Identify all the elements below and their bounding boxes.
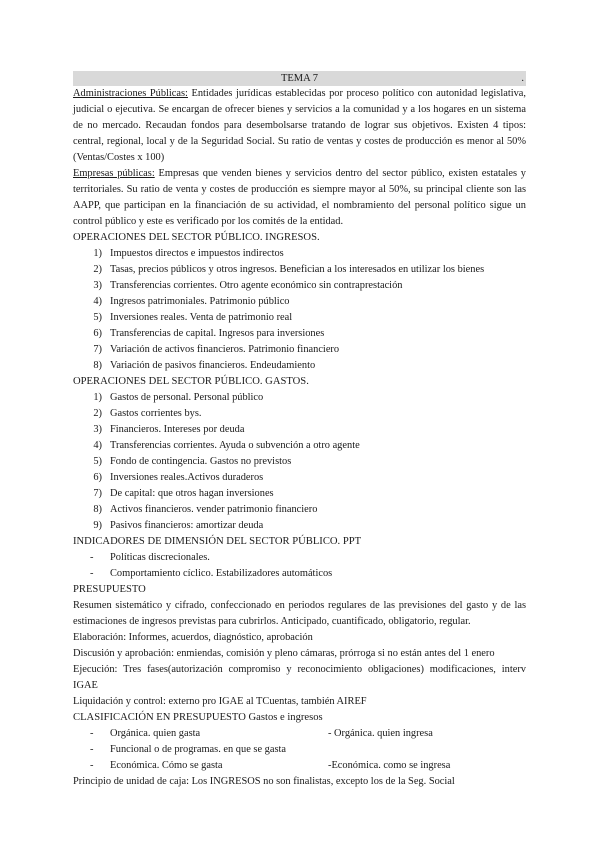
item-number: 1) <box>93 392 102 403</box>
page-title: TEMA 7 <box>280 73 319 84</box>
item-number: 5) <box>93 456 102 467</box>
document-content <box>73 71 526 790</box>
list-item <box>73 422 526 438</box>
clasificacion-list <box>73 726 526 774</box>
item-text: Impuestos directos e impuestos indirectos <box>110 248 284 259</box>
item-text: Políticas discrecionales. <box>110 552 210 563</box>
list-item <box>73 726 526 742</box>
list-item <box>73 486 526 502</box>
list-item <box>73 454 526 470</box>
item-number: 7) <box>93 488 102 499</box>
list-item <box>73 310 526 326</box>
item-text: De capital: que otros hagan inversiones <box>110 488 274 499</box>
item-text: Inversiones reales. Venta de patrimonio real <box>110 312 293 323</box>
list-item <box>73 326 526 342</box>
item-text: Transferencias de capital. Ingresos para inversiones <box>110 328 325 339</box>
ingresos-heading: OPERACIONES DEL SECTOR PÚBLICO. INGRESOS. <box>73 232 320 243</box>
list-item <box>73 262 526 278</box>
item-text: Variación de pasivos financieros. Endeudamiento <box>110 360 316 371</box>
liquidacion-line: Liquidación y control: externo pro IGAE al TCuentas, también AIREF <box>73 696 367 707</box>
administraciones-paragraph <box>73 86 526 166</box>
item-text: Gastos corrientes bys. <box>110 408 202 419</box>
item-dash: - <box>90 552 94 563</box>
presupuesto-heading: PRESUPUESTO <box>73 584 146 595</box>
item-dash: - <box>90 728 94 739</box>
title-bar <box>73 71 526 86</box>
clasificacion-sub: Gastos e ingresos <box>245 712 323 723</box>
title-dot: . <box>521 73 524 84</box>
indicadores-list <box>73 550 526 582</box>
item-number: 3) <box>93 280 102 291</box>
item-left: Económica. Cómo se gasta <box>110 760 223 771</box>
discusion-line: Discusión y aprobación: enmiendas, comisión y pleno cámaras, prórroga si no están antes del 1 enero <box>73 648 495 659</box>
item-text: Activos financieros. vender patrimonio financiero <box>110 504 318 515</box>
item-dash: - <box>90 744 94 755</box>
list-item <box>73 742 526 758</box>
list-item <box>73 550 526 566</box>
list-item <box>73 358 526 374</box>
item-text: Gastos de personal. Personal público <box>110 392 264 403</box>
administraciones-label: Administraciones Públicas: <box>73 88 188 99</box>
item-number: 6) <box>93 472 102 483</box>
item-number: 6) <box>93 328 102 339</box>
item-number: 4) <box>93 440 102 451</box>
list-item <box>73 390 526 406</box>
item-text: Pasivos financieros: amortizar deuda <box>110 520 264 531</box>
item-number: 3) <box>93 424 102 435</box>
item-right: -Económica. como se ingresa <box>328 760 451 771</box>
administraciones-text: Entidades jurídicas establecidas por proceso político con autonidad legislativa, judicial o ejecutiva. Se encargan de ofrecer bienes y servicios a la comunidad y a los hogares en un sistema de no mercado. Recaudan fondos para desembolsarse tratando de lograr sus objetivos. Existen 4 tipos: central, regional, local y de la Seguridad Social. Su ratio de ventas y costes de producción es menor al 50%(Ventas/Costes x 100) <box>73 88 526 163</box>
item-number: 1) <box>93 248 102 259</box>
item-number: 5) <box>93 312 102 323</box>
item-dash: - <box>90 568 94 579</box>
clasificacion-heading <box>73 710 526 726</box>
gastos-heading: OPERACIONES DEL SECTOR PÚBLICO. GASTOS. <box>73 376 309 387</box>
item-left: Funcional o de programas. en que se gasta <box>110 744 287 755</box>
empresas-paragraph <box>73 166 526 230</box>
item-number: 7) <box>93 344 102 355</box>
item-text: Transferencias corrientes. Ayuda o subvención a otro agente <box>110 440 360 451</box>
principio-line: Principio de unidad de caja: Los INGRESOS no son finalistas, excepto los de la Seg. Social <box>73 776 455 787</box>
gastos-list <box>73 390 526 534</box>
list-item <box>73 566 526 582</box>
list-item <box>73 406 526 422</box>
item-number: 8) <box>93 504 102 515</box>
item-number: 8) <box>93 360 102 371</box>
item-dash: - <box>90 760 94 771</box>
list-item <box>73 438 526 454</box>
indicadores-heading: INDICADORES DE DIMENSIÓN DEL SECTOR PÚBLICO. PPT <box>73 536 362 547</box>
item-text: Tasas, precios públicos y otros ingresos. Benefician a los interesados en utilizar los bienes <box>110 264 485 275</box>
empresas-text: Empresas que venden bienes y servicios dentro del sector público, existen estatales y territoriales. Su ratio de venta y costes de producción es siempre mayor al 50%, su principal cliente son las AAPP, que participan en la financiación de su actividad, el nombramiento del personal político sigue un control público y este es verificado por los comités de la entidad. <box>73 168 527 227</box>
empresas-label: Empresas públicas: <box>73 168 155 179</box>
list-item <box>73 278 526 294</box>
item-text: Inversiones reales.Activos duraderos <box>110 472 264 483</box>
item-left: Orgánica. quien gasta <box>110 728 201 739</box>
list-item <box>73 758 526 774</box>
clasificacion-title: CLASIFICACIÓN EN PRESUPUESTO <box>73 712 246 723</box>
list-item <box>73 470 526 486</box>
item-text: Transferencias corrientes. Otro agente económico sin contraprestación <box>110 280 403 291</box>
item-number: 4) <box>93 296 102 307</box>
ingresos-list <box>73 246 526 374</box>
item-number: 9) <box>93 520 102 531</box>
item-text: Comportamiento cíclico. Estabilizadores automáticos <box>110 568 333 579</box>
item-right: - Orgánica. quien ingresa <box>328 728 433 739</box>
list-item <box>73 518 526 534</box>
item-number: 2) <box>93 264 102 275</box>
list-item <box>73 502 526 518</box>
list-item <box>73 246 526 262</box>
item-text: Fondo de contingencia. Gastos no previstos <box>110 456 292 467</box>
item-number: 2) <box>93 408 102 419</box>
elaboracion-line: Elaboración: Informes, acuerdos, diagnóstico, aprobación <box>73 632 313 643</box>
list-item <box>73 294 526 310</box>
list-item <box>73 342 526 358</box>
item-text: Variación de activos financieros. Patrimonio financiero <box>110 344 340 355</box>
item-text: Financieros. Intereses por deuda <box>110 424 245 435</box>
item-text: Ingresos patrimoniales. Patrimonio público <box>110 296 290 307</box>
presupuesto-text: Resumen sistemático y cifrado, confeccionado en periodos regulares de las previsiones del gasto y de las estimaciones de ingresos previstas para cubrirlos. Anticipado, cuantificado, obligatorio, regular. <box>73 600 526 627</box>
ejecucion-line: Ejecución: Tres fases(autorización compromiso y reconocimiento obligaciones) modificaciones, interv IGAE <box>73 664 526 691</box>
